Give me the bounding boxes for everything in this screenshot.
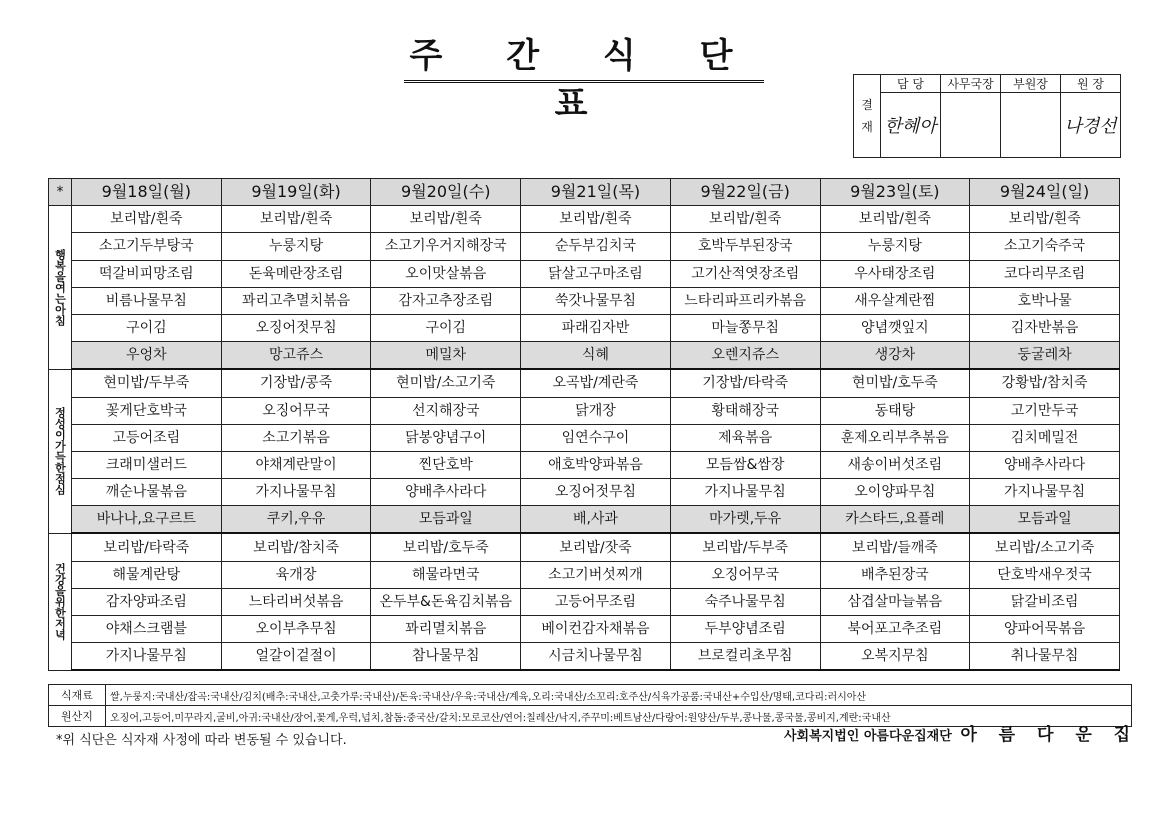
- organization-name: [784, 720, 1138, 745]
- menu-cell: 오복지무침: [820, 643, 970, 671]
- menu-cell: 호박두부된장국: [670, 233, 820, 260]
- drink-row: [49, 506, 1120, 534]
- menu-cell: 고기산적엿장조림: [670, 260, 820, 287]
- menu-cell: 브로컬리초무침: [670, 643, 820, 671]
- menu-cell: 양파어묵볶음: [970, 616, 1120, 643]
- origin-line-2: 오징어,고등어,미꾸라지,굴비,아귀:국내산/장어,꽃게,우럭,넙치,참돔:중국산/갈치:모로코산/연어:칠레산/낙지,주꾸미:베트남산/다랑어:원양산/두부,콩나물,콩국물,콩비지,계란:국내산: [106, 706, 1132, 727]
- menu-cell: 참나물무침: [371, 643, 521, 671]
- menu-cell: 오징어젓무침: [221, 314, 371, 341]
- drink-cell: 카스타드,요플레: [820, 506, 970, 534]
- drink-cell: 배,사과: [521, 506, 671, 534]
- drink-cell: 모듬과일: [371, 506, 521, 534]
- date-header: 9월22일(금): [670, 179, 820, 206]
- menu-row: [49, 588, 1120, 615]
- signature-director: 나경선: [1061, 93, 1121, 158]
- drink-cell: 마가렛,두유: [670, 506, 820, 534]
- origin-label-ingredients: 식재료: [49, 685, 106, 706]
- menu-cell: 현미밥/소고기죽: [371, 369, 521, 397]
- menu-cell: 제육볶음: [670, 424, 820, 451]
- drink-cell: 오렌지쥬스: [670, 342, 820, 370]
- menu-row: [49, 643, 1120, 671]
- menu-cell: 보리밥/소고기죽: [970, 533, 1120, 561]
- menu-cell: 양배추사라다: [371, 479, 521, 506]
- menu-cell: 보리밥/흰죽: [670, 206, 820, 233]
- menu-cell: 감자양파조림: [72, 588, 222, 615]
- menu-cell: 보리밥/참치죽: [221, 533, 371, 561]
- role-manager: 담 당: [881, 75, 941, 93]
- menu-cell: 보리밥/흰죽: [521, 206, 671, 233]
- menu-cell: 보리밥/흰죽: [221, 206, 371, 233]
- menu-cell: 닭개장: [521, 397, 671, 424]
- menu-cell: 쑥갓나물무침: [521, 287, 671, 314]
- menu-cell: 누룽지탕: [221, 233, 371, 260]
- menu-cell: 느타리파프리카볶음: [670, 287, 820, 314]
- menu-cell: 닭봉양념구이: [371, 424, 521, 451]
- menu-cell: 순두부김치국: [521, 233, 671, 260]
- date-header: 9월21일(목): [521, 179, 671, 206]
- menu-row: [49, 533, 1120, 561]
- menu-cell: 김치메밀전: [970, 424, 1120, 451]
- menu-cell: 얼갈이겉절이: [221, 643, 371, 671]
- menu-cell: 선지해장국: [371, 397, 521, 424]
- menu-cell: 해물계란탕: [72, 561, 222, 588]
- menu-cell: 감자고추장조림: [371, 287, 521, 314]
- role-secretary-general: 사무국장: [941, 75, 1001, 93]
- drink-cell: 메밀차: [371, 342, 521, 370]
- menu-cell: 고등어조림: [72, 424, 222, 451]
- drink-cell: 망고쥬스: [221, 342, 371, 370]
- organization-foundation: 사회복지법인 아름다운집재단: [784, 729, 952, 744]
- menu-cell: 양배추사라다: [970, 451, 1120, 478]
- meal-label: 건강을위한저녁: [49, 533, 72, 670]
- menu-cell: 느타리버섯볶음: [221, 588, 371, 615]
- drink-cell: 식혜: [521, 342, 671, 370]
- signature-vice-director: [1001, 93, 1061, 158]
- menu-cell: 소고기숙주국: [970, 233, 1120, 260]
- menu-row: [49, 369, 1120, 397]
- drink-cell: 쿠키,우유: [221, 506, 371, 534]
- menu-cell: 마늘쫑무침: [670, 314, 820, 341]
- menu-cell: 코다리무조림: [970, 260, 1120, 287]
- menu-cell: 닭갈비조림: [970, 588, 1120, 615]
- menu-row: [49, 397, 1120, 424]
- origin-line-1: 쌀,누룽지:국내산/잡곡:국내산/김치(배추:국내산,고춧가루:국내산)/돈육:국내산/우육:국내산/계육,오리:국내산/소꼬리:호주산/식육가공품:국내산+수입산/명태,코다리:러시아산: [106, 685, 1132, 706]
- drink-cell: 생강차: [820, 342, 970, 370]
- menu-cell: 오곡밥/계란죽: [521, 369, 671, 397]
- menu-row: [49, 233, 1120, 260]
- approval-label: 결 재: [854, 75, 881, 158]
- menu-cell: 떡갈비피망조림: [72, 260, 222, 287]
- menu-cell: 소고기볶음: [221, 424, 371, 451]
- menu-row: [49, 287, 1120, 314]
- menu-cell: 돈육메란장조림: [221, 260, 371, 287]
- menu-cell: 소고기우거지해장국: [371, 233, 521, 260]
- menu-cell: 현미밥/두부죽: [72, 369, 222, 397]
- organization-home: 아 름 다 운 집: [960, 725, 1139, 745]
- menu-cell: 배추된장국: [820, 561, 970, 588]
- menu-cell: 훈제오리부추볶음: [820, 424, 970, 451]
- menu-cell: 오이맛살볶음: [371, 260, 521, 287]
- role-director: 원 장: [1061, 75, 1121, 93]
- menu-cell: 소고기버섯찌개: [521, 561, 671, 588]
- menu-cell: 가지나물무침: [970, 479, 1120, 506]
- menu-cell: 보리밥/흰죽: [72, 206, 222, 233]
- menu-cell: 소고기두부탕국: [72, 233, 222, 260]
- menu-cell: 비름나물무침: [72, 287, 222, 314]
- menu-cell: 야채스크램블: [72, 616, 222, 643]
- menu-cell: 꽈리고추멸치볶음: [221, 287, 371, 314]
- origin-label-country: 원산지: [49, 706, 106, 727]
- menu-row: [49, 479, 1120, 506]
- menu-cell: 크래미샐러드: [72, 451, 222, 478]
- menu-cell: 보리밥/흰죽: [371, 206, 521, 233]
- menu-row: [49, 260, 1120, 287]
- menu-row: [49, 561, 1120, 588]
- menu-cell: 야채계란말이: [221, 451, 371, 478]
- menu-cell: 김자반볶음: [970, 314, 1120, 341]
- menu-row: [49, 314, 1120, 341]
- menu-cell: 취나물무침: [970, 643, 1120, 671]
- menu-cell: 가지나물무침: [670, 479, 820, 506]
- drink-cell: 바나나,요구르트: [72, 506, 222, 534]
- menu-cell: 현미밥/호두죽: [820, 369, 970, 397]
- menu-row: [49, 616, 1120, 643]
- menu-cell: 꽈리멸치볶음: [371, 616, 521, 643]
- date-header: 9월19일(화): [221, 179, 371, 206]
- menu-cell: 양념깻잎지: [820, 314, 970, 341]
- meal-label: 행복을여는아침: [49, 206, 72, 370]
- menu-cell: 모듬쌈&쌈장: [670, 451, 820, 478]
- menu-cell: 보리밥/들깨죽: [820, 533, 970, 561]
- menu-cell: 오징어젓무침: [521, 479, 671, 506]
- menu-cell: 닭살고구마조림: [521, 260, 671, 287]
- menu-cell: 시금치나물무침: [521, 643, 671, 671]
- menu-cell: 보리밥/두부죽: [670, 533, 820, 561]
- menu-cell: 동태탕: [820, 397, 970, 424]
- menu-cell: 가지나물무침: [72, 643, 222, 671]
- menu-cell: 베이컨감자채볶음: [521, 616, 671, 643]
- menu-cell: 누룽지탕: [820, 233, 970, 260]
- menu-cell: 가지나물무침: [221, 479, 371, 506]
- menu-cell: 보리밥/흰죽: [970, 206, 1120, 233]
- menu-row: [49, 206, 1120, 233]
- menu-cell: 새우살계란찜: [820, 287, 970, 314]
- drink-row: [49, 342, 1120, 370]
- signature-secretary-general: [941, 93, 1001, 158]
- menu-cell: 강황밥/참치죽: [970, 369, 1120, 397]
- menu-cell: 두부양념조림: [670, 616, 820, 643]
- menu-cell: 꽃게단호박국: [72, 397, 222, 424]
- menu-cell: 보리밥/잣죽: [521, 533, 671, 561]
- menu-cell: 고등어무조림: [521, 588, 671, 615]
- menu-cell: 해물라면국: [371, 561, 521, 588]
- role-vice-director: 부원장: [1001, 75, 1061, 93]
- menu-cell: 오이양파무침: [820, 479, 970, 506]
- menu-cell: 파래김자반: [521, 314, 671, 341]
- menu-cell: 보리밥/타락죽: [72, 533, 222, 561]
- menu-cell: 숙주나물무침: [670, 588, 820, 615]
- meal-label: 정성이가득한점심: [49, 369, 72, 533]
- menu-cell: 깨순나물볶음: [72, 479, 222, 506]
- notice-text: *위 식단은 식자재 사정에 따라 변동될 수 있습니다.: [56, 733, 347, 748]
- drink-cell: 둥굴레차: [970, 342, 1120, 370]
- menu-cell: 우사태장조림: [820, 260, 970, 287]
- menu-cell: 보리밥/흰죽: [820, 206, 970, 233]
- menu-row: [49, 424, 1120, 451]
- menu-cell: 구이김: [72, 314, 222, 341]
- menu-cell: 삼겹살마늘볶음: [820, 588, 970, 615]
- date-header: 9월24일(일): [970, 179, 1120, 206]
- menu-cell: 황태해장국: [670, 397, 820, 424]
- menu-cell: 찐단호박: [371, 451, 521, 478]
- date-header: 9월18일(월): [72, 179, 222, 206]
- menu-cell: 호박나물: [970, 287, 1120, 314]
- menu-cell: 구이김: [371, 314, 521, 341]
- signature-manager: 한혜아: [881, 93, 941, 158]
- menu-cell: 오이부추무침: [221, 616, 371, 643]
- menu-cell: 고기만두국: [970, 397, 1120, 424]
- menu-row: [49, 451, 1120, 478]
- menu-cell: 기장밥/타락죽: [670, 369, 820, 397]
- menu-cell: 기장밥/콩죽: [221, 369, 371, 397]
- weekly-menu-table: [48, 178, 1120, 671]
- drink-cell: 우엉차: [72, 342, 222, 370]
- corner-cell: *: [49, 179, 72, 206]
- menu-cell: 북어포고추조림: [820, 616, 970, 643]
- menu-cell: 임연수구이: [521, 424, 671, 451]
- menu-cell: 오징어무국: [670, 561, 820, 588]
- menu-cell: 새송이버섯조림: [820, 451, 970, 478]
- menu-cell: 온두부&돈육김치볶음: [371, 588, 521, 615]
- menu-cell: 오징어무국: [221, 397, 371, 424]
- menu-cell: 단호박새우젓국: [970, 561, 1120, 588]
- approval-box: [853, 74, 1121, 158]
- menu-cell: 보리밥/호두죽: [371, 533, 521, 561]
- page-title: 주 간 식 단 표: [404, 32, 764, 83]
- drink-cell: 모듬과일: [970, 506, 1120, 534]
- date-header: 9월20일(수): [371, 179, 521, 206]
- menu-cell: 육개장: [221, 561, 371, 588]
- menu-cell: 애호박양파볶음: [521, 451, 671, 478]
- date-header: 9월23일(토): [820, 179, 970, 206]
